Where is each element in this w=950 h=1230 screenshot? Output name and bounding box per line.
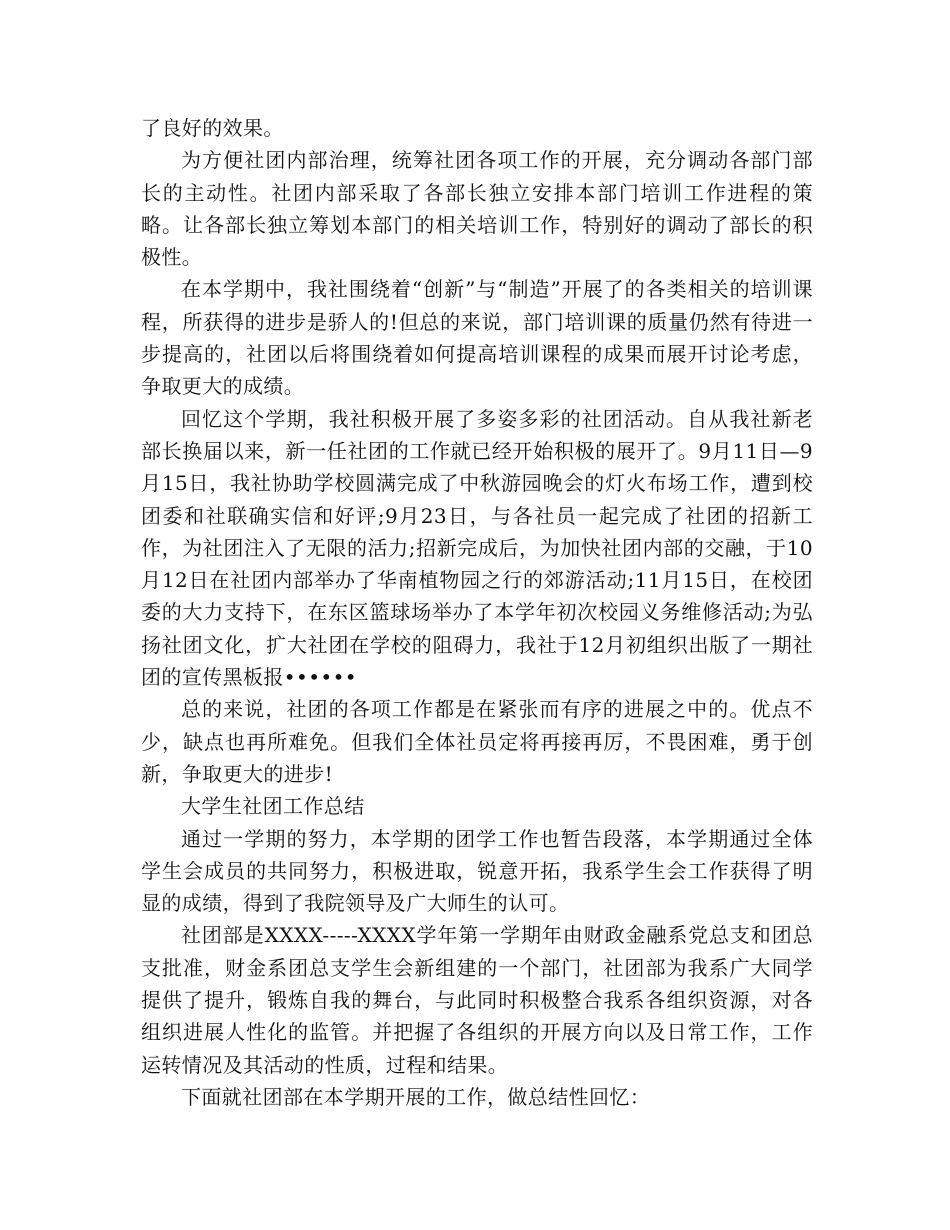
paragraph-continuation: 了良好的效果。 (141, 116, 284, 140)
paragraph-internal-management: 为方便社团内部治理，统筹社团各项工作的开展，充分调动各部门部长的主动性。社团内部采取了各部长独立安排本部门培训工作进程的策略。让各部长独立筹划本部门的相关培训工作，特别好的调动了部长的积极性。 (141, 148, 813, 270)
paragraph-training-courses: 在本学期中，我社围绕着“创新”与“制造”开展了的各类相关的培训课程，所获得的进步是骄人的!但总的来说，部门培训课的质量仍然有待进一步提高的，社团以后将围绕着如何提高培训课程的成果而展开讨论考虑，争取更大的成绩。 (141, 277, 813, 399)
paragraph-overall-summary: 总的来说，社团的各项工作都是在紧张而有序的进展之中的。优点不少，缺点也再所难免。但我们全体社员定将再接再厉，不畏困难，勇于创新，争取更大的进步! (141, 697, 813, 786)
paragraph-department-background: 社团部是XXXX-----XXXX学年第一学期年由财政金融系党总支和团总支批准，财金系团总支学生会新组建的一个部门，社团部为我系广大同学提供了提升，锻炼自我的舞台，与此同时积极整合我系各组织资源，对各组织进展人性化的监管。并把握了各组织的开展方向以及日常工作，工作运转情况及其活动的性质，过程和结果。 (141, 923, 813, 1077)
paragraph-review-lead: 下面就社团部在本学期开展的工作，做总结性回忆： (181, 1084, 651, 1109)
section-heading: 大学生社团工作总结 (181, 794, 365, 819)
document-body (141, 112, 813, 1113)
paragraph-semester-activities: 回忆这个学期，我社积极开展了多姿多彩的社团活动。自从我社新老部长换届以来，新一任社团的工作就已经开始积极的展开了。9月11日—9月15日，我社协助学校圆满完成了中秋游园晚会的灯火布场工作，遭到校团委和社联确实信和好评;9月23日，与各社员一起完成了社团的招新工作，为社团注入了无限的活力;招新完成后，为加快社团内部的交融，于10月12日在社团内部举办了华南植物园之行的郊游活动;11月15日，在校团委的大力支持下，在东区篮球场举办了本学年初次校园义务维修活动;为弘扬社团文化，扩大社团在学校的阻碍力，我社于12月初组织出版了一期社团的宣传黑板报•••••• (141, 406, 813, 690)
paragraph-intro: 通过一学期的努力，本学期的团学工作也暂告段落，本学期通过全体学生会成员的共同努力，积极进取，锐意开拓，我系学生会工作获得了明显的成绩，得到了我院领导及广大师生的认可。 (141, 826, 813, 916)
